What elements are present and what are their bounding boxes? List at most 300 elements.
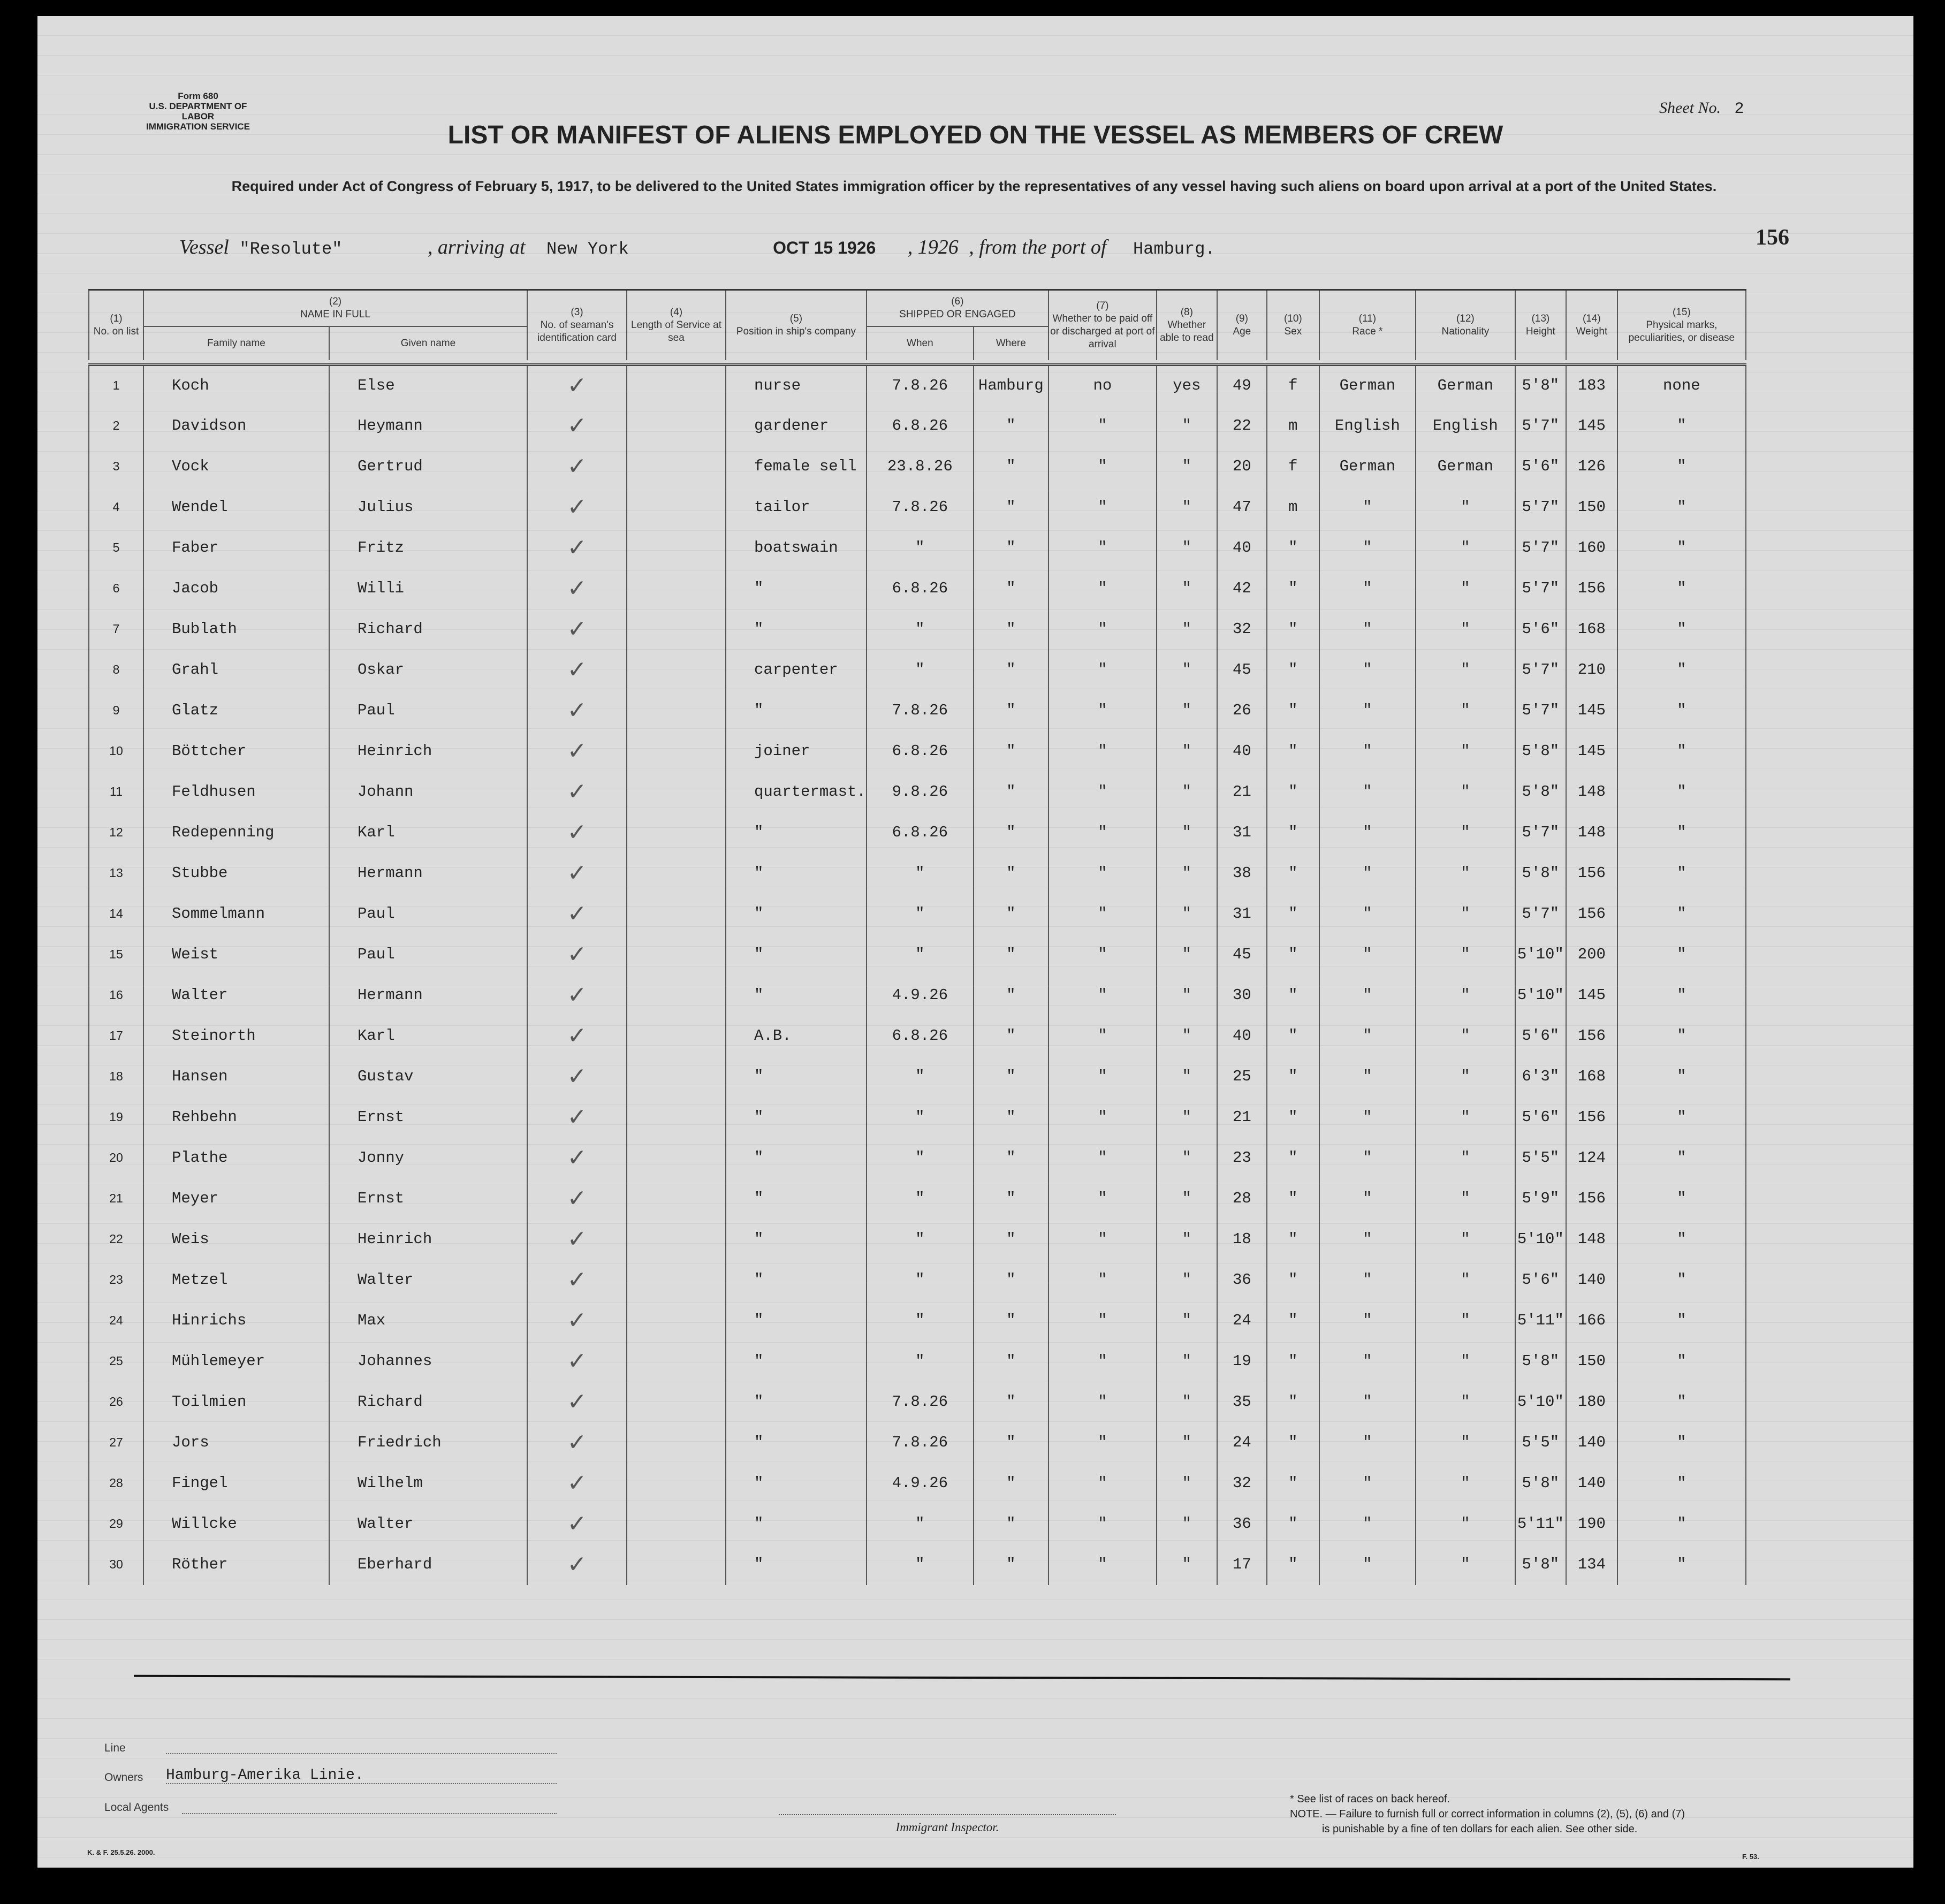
- cell-able-to-read: ": [1157, 1544, 1217, 1585]
- cell-physical-marks: ": [1617, 1219, 1746, 1260]
- table-row: [89, 690, 1746, 731]
- cell-physical-marks: ": [1617, 812, 1746, 853]
- cell-position: ": [726, 1544, 867, 1585]
- cell-able-to-read: ": [1157, 1097, 1217, 1138]
- cell-row-no: 22: [89, 1219, 143, 1260]
- table-row: [89, 1463, 1746, 1504]
- printer-code: K. & F. 25.5.26. 2000.: [87, 1848, 155, 1856]
- cell-race: ": [1319, 1097, 1416, 1138]
- col-header-service: (4) Length of Service at sea: [627, 290, 726, 361]
- table-row: [89, 1016, 1746, 1056]
- cell-sex: ": [1267, 650, 1319, 690]
- cell-position: ": [726, 812, 867, 853]
- note-line-2: is punishable by a fine of ten dollars for each alien. See other side.: [1322, 1823, 1638, 1835]
- cell-race: ": [1319, 894, 1416, 934]
- cell-weight: 156: [1566, 853, 1617, 894]
- department-name: U.S. DEPARTMENT OF LABOR: [149, 101, 247, 121]
- cell-shipped-where: ": [974, 690, 1049, 731]
- year-suffix: , 1926: [907, 236, 959, 258]
- cell-race: ": [1319, 934, 1416, 975]
- cell-age: 38: [1217, 853, 1267, 894]
- cell-able-to-read: ": [1157, 1341, 1217, 1382]
- cell-given-name: Johann: [329, 772, 527, 812]
- cell-shipped-where: ": [974, 772, 1049, 812]
- cell-age: 31: [1217, 812, 1267, 853]
- cell-shipped-when: ": [867, 1341, 974, 1382]
- cell-race: ": [1319, 812, 1416, 853]
- cell-card-check: ✓: [527, 690, 627, 731]
- cell-race: English: [1319, 406, 1416, 446]
- cell-race: ": [1319, 772, 1416, 812]
- cell-shipped-when: ": [867, 609, 974, 650]
- cell-family-name: Walter: [143, 975, 329, 1016]
- col-header-race: (11) Race *: [1319, 290, 1416, 361]
- table-row: [89, 975, 1746, 1016]
- table-row: [89, 650, 1746, 690]
- cell-able-to-read: ": [1157, 1219, 1217, 1260]
- cell-weight: 150: [1566, 487, 1617, 528]
- sheet-value: 2: [1734, 100, 1744, 118]
- col-header-age: (9) Age: [1217, 290, 1267, 361]
- cell-weight: 210: [1566, 650, 1617, 690]
- col-header-height: (13) Height: [1515, 290, 1566, 361]
- cell-card-check: ✓: [527, 406, 627, 446]
- owners-field-rule: [166, 1783, 557, 1784]
- cell-nationality: ": [1416, 1260, 1515, 1300]
- cell-card-check: ✓: [527, 1097, 627, 1138]
- cell-given-name: Johannes: [329, 1341, 527, 1382]
- cell-height: 5'8": [1515, 772, 1566, 812]
- cell-family-name: Faber: [143, 528, 329, 568]
- cell-height: 5'7": [1515, 528, 1566, 568]
- cell-weight: 140: [1566, 1463, 1617, 1504]
- cell-paid-off: ": [1049, 1097, 1157, 1138]
- cell-physical-marks: none: [1617, 365, 1746, 406]
- cell-sex: ": [1267, 1138, 1319, 1178]
- cell-card-check: ✓: [527, 853, 627, 894]
- line-field-rule: [166, 1753, 557, 1754]
- cell-paid-off: ": [1049, 1504, 1157, 1544]
- cell-shipped-where: ": [974, 812, 1049, 853]
- cell-given-name: Paul: [329, 690, 527, 731]
- cell-height: 5'11": [1515, 1300, 1566, 1341]
- cell-age: 26: [1217, 690, 1267, 731]
- cell-height: 5'6": [1515, 1097, 1566, 1138]
- cell-paid-off: ": [1049, 1341, 1157, 1382]
- cell-shipped-where: ": [974, 650, 1049, 690]
- cell-physical-marks: ": [1617, 650, 1746, 690]
- cell-age: 47: [1217, 487, 1267, 528]
- cell-card-check: ✓: [527, 1178, 627, 1219]
- cell-physical-marks: ": [1617, 406, 1746, 446]
- cell-sex: m: [1267, 487, 1319, 528]
- agents-field-rule: [182, 1813, 557, 1814]
- cell-sex: ": [1267, 1300, 1319, 1341]
- cell-card-check: ✓: [527, 1260, 627, 1300]
- cell-shipped-when: ": [867, 1544, 974, 1585]
- cell-family-name: Metzel: [143, 1260, 329, 1300]
- cell-paid-off: ": [1049, 1382, 1157, 1422]
- cell-nationality: German: [1416, 365, 1515, 406]
- cell-height: 5'6": [1515, 446, 1566, 487]
- cell-sex: ": [1267, 690, 1319, 731]
- manifest-sheet: [37, 16, 1913, 1868]
- cell-paid-off: ": [1049, 690, 1157, 731]
- cell-family-name: Toilmien: [143, 1382, 329, 1422]
- cell-race: German: [1319, 446, 1416, 487]
- cell-sex: ": [1267, 1016, 1319, 1056]
- arriving-port: New York: [546, 239, 629, 259]
- from-label: , from the port of: [969, 236, 1107, 258]
- cell-nationality: English: [1416, 406, 1515, 446]
- cell-weight: 180: [1566, 1382, 1617, 1422]
- crew-rows: [89, 365, 1746, 1585]
- col-header-weight: (14) Weight: [1566, 290, 1617, 361]
- cell-sex: ": [1267, 609, 1319, 650]
- cell-sex: ": [1267, 1422, 1319, 1463]
- cell-physical-marks: ": [1617, 1016, 1746, 1056]
- cell-age: 49: [1217, 365, 1267, 406]
- cell-given-name: Max: [329, 1300, 527, 1341]
- cell-physical-marks: ": [1617, 690, 1746, 731]
- table-row: [89, 894, 1746, 934]
- cell-able-to-read: ": [1157, 934, 1217, 975]
- table-row: [89, 1300, 1746, 1341]
- cell-position: ": [726, 690, 867, 731]
- cell-paid-off: ": [1049, 446, 1157, 487]
- col-header-paid-off: (7) Whether to be paid off or discharged at port of arrival: [1049, 290, 1157, 361]
- cell-shipped-where: ": [974, 568, 1049, 609]
- cell-card-check: ✓: [527, 1422, 627, 1463]
- form-code: F. 53.: [1742, 1853, 1759, 1861]
- cell-position: ": [726, 1178, 867, 1219]
- cell-shipped-where: ": [974, 1097, 1049, 1138]
- cell-nationality: ": [1416, 690, 1515, 731]
- col-header-no: (1) No. on list: [89, 290, 143, 361]
- cell-card-check: ✓: [527, 528, 627, 568]
- cell-able-to-read: ": [1157, 568, 1217, 609]
- cell-sex: ": [1267, 1219, 1319, 1260]
- cell-physical-marks: ": [1617, 487, 1746, 528]
- cell-physical-marks: ": [1617, 1178, 1746, 1219]
- cell-row-no: 8: [89, 650, 143, 690]
- cell-shipped-where: ": [974, 934, 1049, 975]
- cell-physical-marks: ": [1617, 446, 1746, 487]
- cell-given-name: Gertrud: [329, 446, 527, 487]
- cell-height: 5'8": [1515, 1544, 1566, 1585]
- table-row: [89, 1138, 1746, 1178]
- cell-age: 36: [1217, 1504, 1267, 1544]
- cell-race: ": [1319, 650, 1416, 690]
- cell-length-of-service: [627, 1056, 726, 1097]
- table-row: [89, 528, 1746, 568]
- cell-paid-off: ": [1049, 406, 1157, 446]
- cell-position: ": [726, 1097, 867, 1138]
- cell-nationality: ": [1416, 1097, 1515, 1138]
- cell-nationality: ": [1416, 1341, 1515, 1382]
- cell-length-of-service: [627, 1341, 726, 1382]
- cell-race: ": [1319, 1178, 1416, 1219]
- cell-sex: ": [1267, 1504, 1319, 1544]
- cell-nationality: ": [1416, 1504, 1515, 1544]
- cell-shipped-where: ": [974, 853, 1049, 894]
- cell-position: ": [726, 1341, 867, 1382]
- cell-length-of-service: [627, 609, 726, 650]
- cell-able-to-read: ": [1157, 975, 1217, 1016]
- cell-length-of-service: [627, 934, 726, 975]
- cell-race: ": [1319, 975, 1416, 1016]
- cell-given-name: Karl: [329, 1016, 527, 1056]
- cell-sex: f: [1267, 365, 1319, 406]
- table-row: [89, 1544, 1746, 1585]
- cell-weight: 140: [1566, 1422, 1617, 1463]
- cell-weight: 126: [1566, 446, 1617, 487]
- cell-length-of-service: [627, 650, 726, 690]
- cell-nationality: ": [1416, 772, 1515, 812]
- cell-shipped-where: ": [974, 1504, 1049, 1544]
- cell-able-to-read: ": [1157, 894, 1217, 934]
- cell-age: 24: [1217, 1422, 1267, 1463]
- cell-race: ": [1319, 853, 1416, 894]
- cell-race: ": [1319, 1056, 1416, 1097]
- cell-physical-marks: ": [1617, 1544, 1746, 1585]
- cell-race: ": [1319, 1260, 1416, 1300]
- cell-shipped-where: ": [974, 487, 1049, 528]
- cell-sex: ": [1267, 1544, 1319, 1585]
- cell-family-name: Willcke: [143, 1504, 329, 1544]
- cell-row-no: 12: [89, 812, 143, 853]
- cell-family-name: Grahl: [143, 650, 329, 690]
- cell-paid-off: ": [1049, 1544, 1157, 1585]
- cell-shipped-when: ": [867, 853, 974, 894]
- cell-weight: 145: [1566, 975, 1617, 1016]
- cell-able-to-read: ": [1157, 1056, 1217, 1097]
- table-row: [89, 1097, 1746, 1138]
- cell-shipped-when: ": [867, 1219, 974, 1260]
- table-row: [89, 1260, 1746, 1300]
- col-header-sex: (10) Sex: [1267, 290, 1319, 361]
- cell-card-check: ✓: [527, 1016, 627, 1056]
- cell-sex: f: [1267, 446, 1319, 487]
- cell-family-name: Weist: [143, 934, 329, 975]
- cell-race: ": [1319, 1219, 1416, 1260]
- cell-shipped-when: ": [867, 1097, 974, 1138]
- cell-able-to-read: ": [1157, 1463, 1217, 1504]
- cell-family-name: Rehbehn: [143, 1097, 329, 1138]
- col-header-position: (5) Position in ship's company: [726, 290, 867, 361]
- table-row: [89, 1219, 1746, 1260]
- cell-length-of-service: [627, 731, 726, 772]
- cell-height: 5'11": [1515, 1504, 1566, 1544]
- cell-shipped-where: ": [974, 731, 1049, 772]
- cell-family-name: Steinorth: [143, 1016, 329, 1056]
- cell-nationality: ": [1416, 1056, 1515, 1097]
- cell-given-name: Walter: [329, 1504, 527, 1544]
- cell-given-name: Friedrich: [329, 1422, 527, 1463]
- cell-nationality: ": [1416, 812, 1515, 853]
- cell-shipped-where: ": [974, 1382, 1049, 1422]
- cell-given-name: Richard: [329, 609, 527, 650]
- cell-given-name: Else: [329, 365, 527, 406]
- cell-paid-off: ": [1049, 1178, 1157, 1219]
- cell-shipped-when: ": [867, 934, 974, 975]
- cell-position: boatswain: [726, 528, 867, 568]
- cell-given-name: Ernst: [329, 1178, 527, 1219]
- cell-height: 5'8": [1515, 853, 1566, 894]
- cell-height: 5'10": [1515, 1219, 1566, 1260]
- cell-paid-off: ": [1049, 894, 1157, 934]
- cell-age: 45: [1217, 650, 1267, 690]
- cell-able-to-read: ": [1157, 772, 1217, 812]
- cell-given-name: Gustav: [329, 1056, 527, 1097]
- cell-paid-off: ": [1049, 812, 1157, 853]
- cell-sex: ": [1267, 1260, 1319, 1300]
- cell-weight: 150: [1566, 1341, 1617, 1382]
- cell-shipped-when: 6.8.26: [867, 406, 974, 446]
- cell-row-no: 9: [89, 690, 143, 731]
- cell-family-name: Koch: [143, 365, 329, 406]
- cell-shipped-when: 7.8.26: [867, 487, 974, 528]
- cell-shipped-where: Hamburg: [974, 365, 1049, 406]
- table-row: [89, 934, 1746, 975]
- cell-position: nurse: [726, 365, 867, 406]
- cell-given-name: Hermann: [329, 975, 527, 1016]
- cell-race: ": [1319, 1341, 1416, 1382]
- cell-length-of-service: [627, 1016, 726, 1056]
- cell-height: 5'10": [1515, 975, 1566, 1016]
- cell-physical-marks: ": [1617, 731, 1746, 772]
- table-row: [89, 853, 1746, 894]
- cell-age: 23: [1217, 1138, 1267, 1178]
- cell-row-no: 3: [89, 446, 143, 487]
- cell-shipped-where: ": [974, 1138, 1049, 1178]
- cell-paid-off: ": [1049, 772, 1157, 812]
- cell-row-no: 24: [89, 1300, 143, 1341]
- cell-position: ": [726, 1260, 867, 1300]
- cell-family-name: Jacob: [143, 568, 329, 609]
- cell-shipped-when: 7.8.26: [867, 690, 974, 731]
- cell-weight: 160: [1566, 528, 1617, 568]
- footer-notes: [1290, 1792, 1685, 1837]
- cell-shipped-when: 6.8.26: [867, 812, 974, 853]
- cell-card-check: ✓: [527, 1544, 627, 1585]
- col-header-shipped: (6) SHIPPED OR ENGAGED: [867, 290, 1049, 327]
- cell-age: 30: [1217, 975, 1267, 1016]
- cell-given-name: Ernst: [329, 1097, 527, 1138]
- cell-nationality: ": [1416, 1178, 1515, 1219]
- cell-weight: 166: [1566, 1300, 1617, 1341]
- cell-given-name: Wilhelm: [329, 1463, 527, 1504]
- cell-shipped-where: ": [974, 1178, 1049, 1219]
- col-header-given: Given name: [329, 326, 527, 360]
- cell-weight: 156: [1566, 1097, 1617, 1138]
- cell-sex: m: [1267, 406, 1319, 446]
- cell-shipped-when: ": [867, 894, 974, 934]
- cell-age: 32: [1217, 609, 1267, 650]
- cell-physical-marks: ": [1617, 1422, 1746, 1463]
- cell-length-of-service: [627, 1544, 726, 1585]
- cell-sex: ": [1267, 975, 1319, 1016]
- cell-age: 31: [1217, 894, 1267, 934]
- cell-paid-off: ": [1049, 528, 1157, 568]
- cell-family-name: Stubbe: [143, 853, 329, 894]
- cell-shipped-when: 7.8.26: [867, 1382, 974, 1422]
- cell-able-to-read: ": [1157, 1138, 1217, 1178]
- cell-given-name: Paul: [329, 894, 527, 934]
- cell-shipped-where: ": [974, 1544, 1049, 1585]
- cell-sex: ": [1267, 1463, 1319, 1504]
- cell-height: 5'7": [1515, 690, 1566, 731]
- cell-height: 5'8": [1515, 731, 1566, 772]
- cell-family-name: Meyer: [143, 1178, 329, 1219]
- arriving-label: , arriving at: [427, 236, 526, 258]
- cell-nationality: ": [1416, 609, 1515, 650]
- cell-paid-off: ": [1049, 1463, 1157, 1504]
- table-row: [89, 1056, 1746, 1097]
- table-row: [89, 772, 1746, 812]
- cell-given-name: Eberhard: [329, 1544, 527, 1585]
- cell-shipped-where: ": [974, 1260, 1049, 1300]
- cell-race: ": [1319, 487, 1416, 528]
- cell-age: 42: [1217, 568, 1267, 609]
- cell-sex: ": [1267, 528, 1319, 568]
- cell-paid-off: ": [1049, 1138, 1157, 1178]
- cell-length-of-service: [627, 406, 726, 446]
- cell-physical-marks: ": [1617, 853, 1746, 894]
- cell-paid-off: ": [1049, 1016, 1157, 1056]
- cell-physical-marks: ": [1617, 975, 1746, 1016]
- cell-shipped-where: ": [974, 446, 1049, 487]
- cell-length-of-service: [627, 1300, 726, 1341]
- cell-family-name: Fingel: [143, 1463, 329, 1504]
- cell-card-check: ✓: [527, 1300, 627, 1341]
- cell-race: ": [1319, 1016, 1416, 1056]
- cell-shipped-when: 9.8.26: [867, 772, 974, 812]
- table-row: [89, 568, 1746, 609]
- cell-physical-marks: ": [1617, 609, 1746, 650]
- cell-nationality: ": [1416, 1382, 1515, 1422]
- cell-nationality: ": [1416, 528, 1515, 568]
- cell-weight: 145: [1566, 690, 1617, 731]
- cell-able-to-read: ": [1157, 853, 1217, 894]
- cell-weight: 145: [1566, 406, 1617, 446]
- crew-manifest-table: [88, 289, 1746, 1585]
- table-row: [89, 1178, 1746, 1219]
- cell-length-of-service: [627, 812, 726, 853]
- cell-position: joiner: [726, 731, 867, 772]
- cell-card-check: ✓: [527, 568, 627, 609]
- cell-nationality: ": [1416, 650, 1515, 690]
- cell-sex: ": [1267, 1178, 1319, 1219]
- cell-weight: 190: [1566, 1504, 1617, 1544]
- cell-weight: 168: [1566, 609, 1617, 650]
- agents-label: Local Agents: [104, 1801, 169, 1814]
- cell-height: 5'7": [1515, 406, 1566, 446]
- cell-row-no: 30: [89, 1544, 143, 1585]
- cell-height: 5'10": [1515, 1382, 1566, 1422]
- cell-length-of-service: [627, 1422, 726, 1463]
- cell-shipped-when: 6.8.26: [867, 568, 974, 609]
- cell-position: ": [726, 894, 867, 934]
- cell-given-name: Hermann: [329, 853, 527, 894]
- table-row: [89, 1504, 1746, 1544]
- table-row: [89, 1382, 1746, 1422]
- cell-shipped-when: 6.8.26: [867, 1016, 974, 1056]
- cell-physical-marks: ": [1617, 1504, 1746, 1544]
- cell-nationality: ": [1416, 1422, 1515, 1463]
- table-row: [89, 609, 1746, 650]
- cell-given-name: Heymann: [329, 406, 527, 446]
